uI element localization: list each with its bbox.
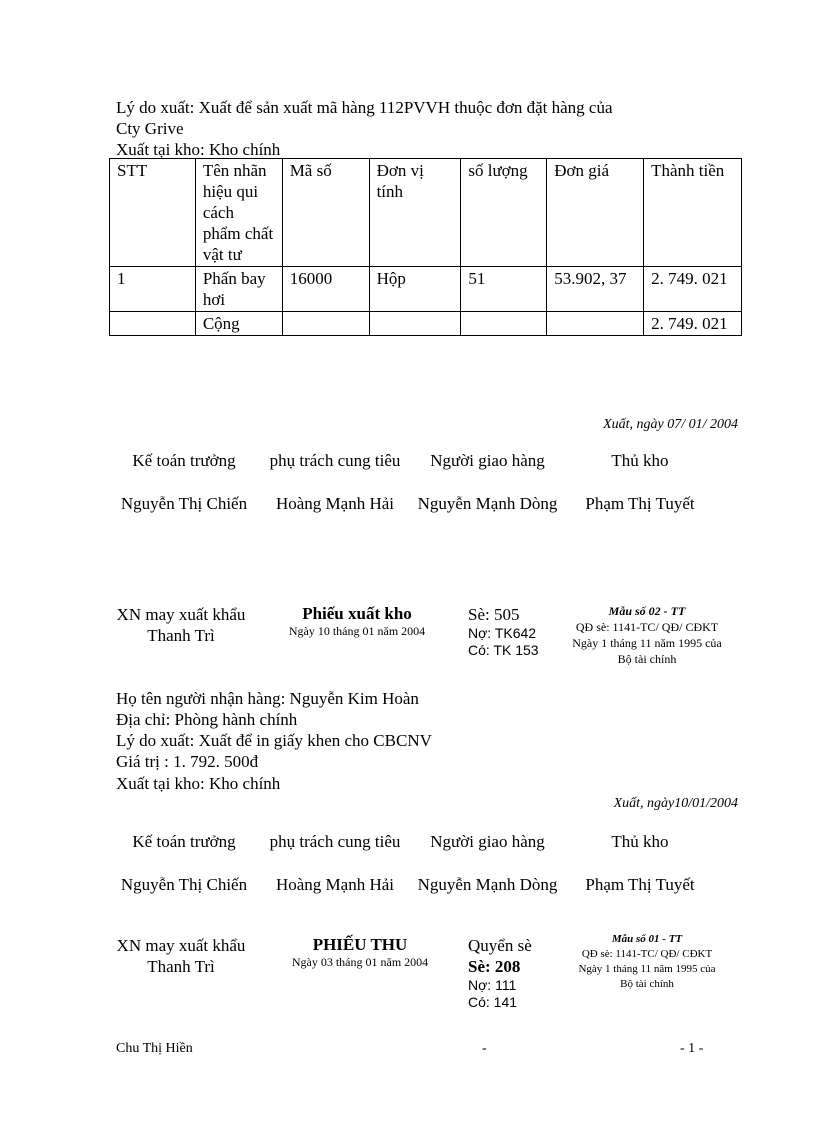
issue-date-1: Xuất, ngày 07/ 01/ 2004 bbox=[603, 417, 738, 432]
sig-name-storekeeper: Phạm Thị Tuyết bbox=[585, 494, 695, 513]
slip-decision: QĐ sè: 1141-TC/ QĐ/ CĐKT bbox=[575, 620, 719, 634]
slip-reason-line: Lý do xuất: Xuất để in giấy khen cho CBCNV bbox=[116, 731, 432, 750]
receipt-form-block bbox=[572, 932, 722, 992]
receipt-number-block bbox=[468, 935, 532, 1011]
receipt-title-block bbox=[262, 935, 458, 970]
slip-form-no: Mẫu số 02 - TT bbox=[608, 604, 686, 618]
header-cell: Thành tiền bbox=[644, 159, 742, 267]
table-cell bbox=[547, 312, 644, 336]
sig-title-accountant: Kế toán trưởng bbox=[132, 832, 236, 851]
sig-title-deliverer: Người giao hàng bbox=[430, 451, 545, 470]
slip-warehouse-line: Xuất tại kho: Kho chính bbox=[116, 774, 281, 793]
table-cell: 1 bbox=[110, 267, 196, 312]
header-cell: Tên nhãn hiệu qui cách phẩm chất vật tư bbox=[195, 159, 282, 267]
sig-title-supply: phụ trách cung tiêu bbox=[269, 451, 401, 470]
footer-author: Chu Thị Hiền bbox=[116, 1041, 193, 1056]
receipt-date-line: Ngày 03 tháng 01 năm 2004 bbox=[291, 955, 429, 969]
company-name: XN may xuất khẩu Thanh Trì bbox=[116, 605, 246, 645]
sig-name-accountant: Nguyễn Thị Chiến bbox=[120, 875, 248, 894]
receipt-decision-date: Ngày 1 tháng 11 năm 1995 của Bộ tài chính bbox=[578, 963, 716, 990]
sig-title-storekeeper: Thủ kho bbox=[611, 451, 669, 470]
slip-date-line: Ngày 10 tháng 01 năm 2004 bbox=[288, 624, 426, 638]
company-name: XN may xuất khẩu Thanh Trì bbox=[116, 936, 246, 976]
value-line: Giá trị : 1. 792. 500đ bbox=[116, 752, 259, 771]
sig-title-storekeeper: Thủ kho bbox=[611, 832, 669, 851]
slip-number-block bbox=[468, 604, 539, 659]
sig-title-accountant: Kế toán trưởng bbox=[132, 451, 236, 470]
header-cell: số lượng bbox=[461, 159, 547, 267]
slip-number: Sè: 505 bbox=[468, 605, 520, 624]
sig-name-supply: Hoàng Mạnh Hải bbox=[275, 875, 395, 894]
footer-center: - bbox=[482, 1041, 487, 1056]
sig-name-storekeeper: Phạm Thị Tuyết bbox=[585, 875, 695, 894]
sig-title-deliverer: Người giao hàng bbox=[430, 832, 545, 851]
receipt-credit: Có: 141 bbox=[468, 994, 518, 1010]
receipt-title: PHIẾU THU bbox=[312, 935, 408, 954]
slip-debit: Nợ: TK642 bbox=[468, 625, 537, 641]
slip-decision-date: Ngày 1 tháng 11 năm 1995 của Bộ tài chính bbox=[572, 636, 722, 666]
sig-name-deliverer: Nguyễn Mạnh Dòng bbox=[417, 494, 558, 513]
sig-name-deliverer: Nguyễn Mạnh Dòng bbox=[417, 875, 558, 894]
reason-line-2: Cty Grive bbox=[116, 119, 184, 138]
address-line: Địa chỉ: Phòng hành chính bbox=[116, 710, 298, 729]
materials-table bbox=[109, 158, 742, 336]
page-number: - 1 - bbox=[680, 1041, 704, 1056]
sig-title-supply: phụ trách cung tiêu bbox=[269, 832, 401, 851]
header-cell: Đơn vị tính bbox=[369, 159, 461, 267]
receipt-decision: QĐ sè: 1141-TC/ QĐ/ CĐKT bbox=[581, 948, 713, 960]
receipt-debit: Nợ: 111 bbox=[468, 977, 517, 993]
table-total-row bbox=[110, 312, 742, 336]
table-cell: 2. 749. 021 bbox=[644, 312, 742, 336]
table-cell: 53.902, 37 bbox=[547, 267, 644, 312]
table-cell: Hộp bbox=[369, 267, 461, 312]
warehouse-line: Xuất tại kho: Kho chính bbox=[116, 140, 281, 159]
slip-form-block bbox=[572, 603, 722, 667]
table-cell: 2. 749. 021 bbox=[644, 267, 742, 312]
receipt-form-no: Mẫu số 01 - TT bbox=[611, 933, 683, 945]
receiver-line: Họ tên người nhận hàng: Nguyễn Kim Hoàn bbox=[116, 689, 419, 708]
table-cell: 16000 bbox=[282, 267, 369, 312]
header-cell: STT bbox=[110, 159, 196, 267]
issue-date-2: Xuất, ngày10/01/2004 bbox=[613, 796, 738, 811]
table-cell: Cộng bbox=[195, 312, 282, 336]
table-cell: 51 bbox=[461, 267, 547, 312]
table-cell bbox=[110, 312, 196, 336]
receipt-book: Quyển sè bbox=[468, 936, 532, 955]
table-cell bbox=[282, 312, 369, 336]
header-cell: Mã số bbox=[282, 159, 369, 267]
table-cell bbox=[461, 312, 547, 336]
sig-name-accountant: Nguyễn Thị Chiến bbox=[120, 494, 248, 513]
signature-block-1 bbox=[110, 450, 750, 540]
slip-title: Phiếu xuất kho bbox=[302, 604, 412, 623]
table-header-row bbox=[110, 159, 742, 267]
reason-line-1: Lý do xuất: Xuất để sản xuất mã hàng 112PVVH thuộc đơn đặt hàng của bbox=[116, 98, 613, 117]
table-cell bbox=[369, 312, 461, 336]
slip-credit: Có: TK 153 bbox=[468, 642, 539, 658]
receipt-company bbox=[112, 935, 250, 977]
signature-block-2 bbox=[110, 831, 750, 921]
slip-company bbox=[112, 604, 250, 646]
table-row bbox=[110, 267, 742, 312]
header-cell: Đơn giá bbox=[547, 159, 644, 267]
table-cell: Phấn bay hơi bbox=[195, 267, 282, 312]
slip-title-block bbox=[262, 604, 452, 639]
receipt-number: Sè: 208 bbox=[468, 957, 521, 976]
sig-name-supply: Hoàng Mạnh Hải bbox=[275, 494, 395, 513]
